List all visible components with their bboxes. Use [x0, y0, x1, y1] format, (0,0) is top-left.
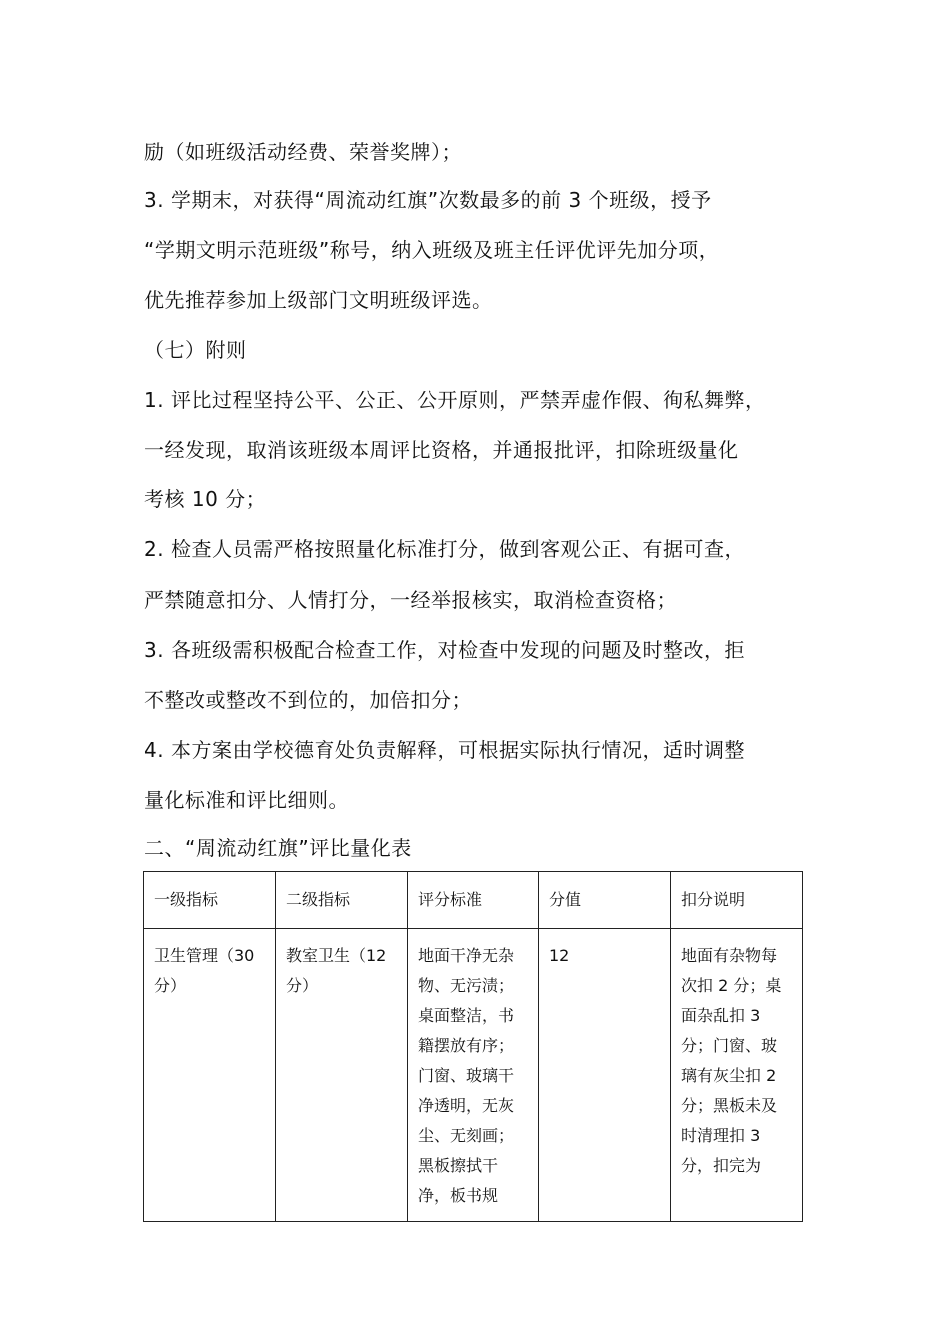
header-cell: 扣分说明 — [671, 872, 803, 929]
paragraph-line: 量化标准和评比细则。 — [144, 788, 349, 812]
cell-text: 地面有杂物每 — [681, 946, 778, 965]
table-row — [144, 929, 803, 1222]
cell-text: 时清理扣 3 — [681, 1126, 761, 1145]
header-cell: 二级指标 — [276, 872, 408, 929]
paragraph-line: 3. 各班级需积极配合检查工作，对检查中发现的问题及时整改，拒 — [144, 638, 745, 662]
cell-text: 籍摆放有序； — [418, 1036, 515, 1055]
cell-text: 净透明，无灰 — [418, 1096, 515, 1115]
cell-text: 分） — [286, 976, 319, 995]
cell-text: 次扣 2 分；桌 — [681, 976, 782, 995]
paragraph-line: 4. 本方案由学校德育处负责解释，可根据实际执行情况，适时调整 — [144, 738, 745, 762]
section-heading: （七）附则 — [144, 338, 247, 362]
table-cell — [539, 929, 671, 1222]
table-header-row — [144, 872, 803, 929]
paragraph-line: 励（如班级活动经费、荣誉奖牌）； — [144, 140, 462, 164]
table-cell — [276, 929, 408, 1222]
scoring-table — [143, 871, 803, 1222]
paragraph-line: 2. 检查人员需严格按照量化标准打分，做到客观公正、有据可查， — [144, 537, 745, 561]
paragraph-line: 优先推荐参加上级部门文明班级评选。 — [144, 288, 493, 312]
table-cell — [408, 929, 539, 1222]
cell-text: 卫生管理（30 — [154, 946, 255, 965]
table-cell — [671, 929, 803, 1222]
cell-text: 黑板擦拭干 — [418, 1156, 499, 1175]
paragraph-line: “学期文明示范班级”称号，纳入班级及班主任评优评先加分项， — [144, 238, 720, 262]
cell-text: 尘、无刻画； — [418, 1126, 515, 1145]
paragraph-line: 考核 10 分； — [144, 487, 267, 511]
cell-text: 门窗、玻璃干 — [418, 1066, 515, 1085]
paragraph-line: 一经发现，取消该班级本周评比资格，并通报批评，扣除班级量化 — [144, 438, 739, 462]
table-title: 二、“周流动红旗”评比量化表 — [144, 836, 412, 860]
header-cell: 分值 — [539, 872, 671, 929]
cell-text: 面杂乱扣 3 — [681, 1006, 761, 1025]
cell-text: 分） — [154, 976, 187, 995]
cell-text: 物、无污渍； — [418, 976, 515, 995]
paragraph-line: 严禁随意扣分、人情打分，一经举报核实，取消检查资格； — [144, 588, 677, 612]
cell-text: 分，扣完为 — [681, 1156, 762, 1175]
header-cell: 一级指标 — [144, 872, 276, 929]
paragraph-line: 不整改或整改不到位的，加倍扣分； — [144, 688, 472, 712]
table-cell — [144, 929, 276, 1222]
cell-text: 桌面整洁，书 — [418, 1006, 515, 1025]
cell-text: 净，板书规 — [418, 1186, 499, 1205]
header-cell: 评分标准 — [408, 872, 539, 929]
cell-text: 分；门窗、玻 — [681, 1036, 778, 1055]
paragraph-line: 1. 评比过程坚持公平、公正、公开原则，严禁弄虚作假、徇私舞弊， — [144, 388, 766, 412]
cell-text: 璃有灰尘扣 2 — [681, 1066, 777, 1085]
cell-text: 分；黑板未及 — [681, 1096, 778, 1115]
paragraph-line: 3. 学期末，对获得“周流动红旗”次数最多的前 3 个班级，授予 — [144, 188, 712, 212]
cell-text: 教室卫生（12 — [286, 946, 387, 965]
cell-text: 地面干净无杂 — [418, 946, 515, 965]
cell-text: 12 — [549, 946, 570, 965]
